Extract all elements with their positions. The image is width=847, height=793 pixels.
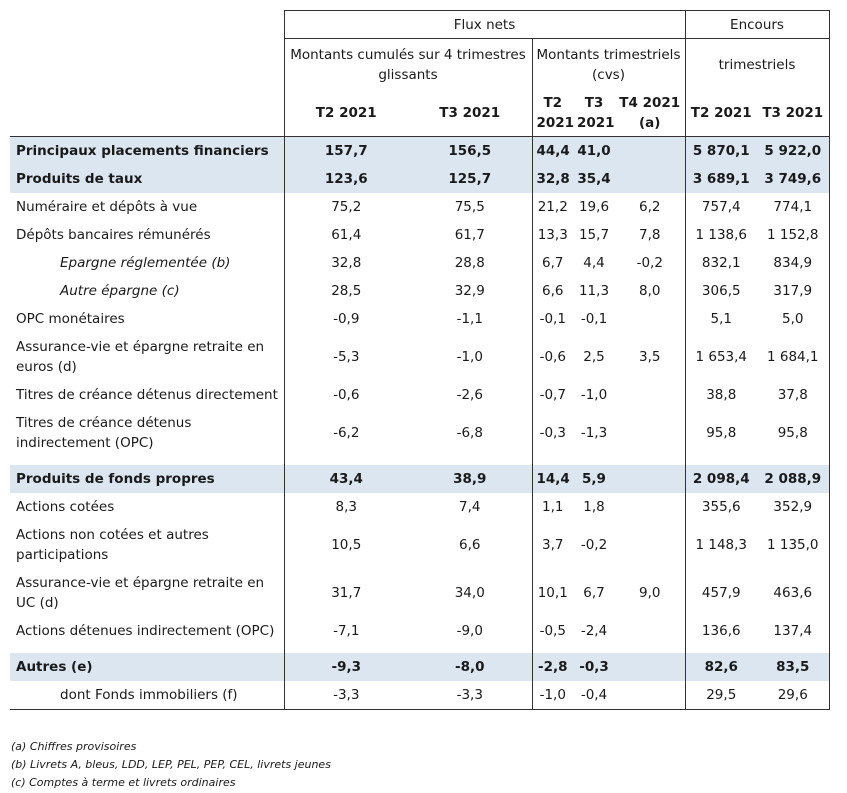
row-value: -9,3 [284,653,408,681]
row-value: 38,9 [408,465,532,493]
row-value: -1,0 [580,387,608,403]
row-value: 28,5 [284,277,408,305]
row-value: 7,4 [408,493,532,521]
row-value: 123,6 [284,165,408,193]
row-value: -0,7 [532,381,573,409]
row-label: Produits de fonds propres [10,465,284,493]
row-value: 95,8 [685,409,757,457]
row-value: -0,9 [284,305,408,333]
row-value: 29,5 [685,681,757,710]
row-value: 3 749,6 [757,165,829,193]
row-value: 8,0 [615,277,685,305]
col-header-trim-t4: T4 2021 (a) [615,91,685,137]
row-value: 2,5 [583,349,605,365]
spacer-row [10,457,829,465]
row-value: -0,5 [532,617,573,645]
financial-placements-table [10,10,830,710]
row-value: -2,8 [532,653,573,681]
row-value: 19,6 [578,199,610,215]
row-value: -1,1 [408,305,532,333]
row-value: 82,6 [685,653,757,681]
row-value: -1,0 [408,333,532,381]
row-value: 61,4 [284,221,408,249]
row-value: 6,6 [408,521,532,569]
row-value: 156,5 [408,137,532,166]
table-row [10,193,829,221]
row-value: 95,8 [757,409,829,457]
row-value [615,521,685,569]
row-value: 13,3 [532,221,573,249]
row-value: 355,6 [685,493,757,521]
row-value: -2,6 [408,381,532,409]
row-value: 757,4 [685,193,757,221]
row-value: 5 922,0 [757,137,829,166]
row-value: 6,7 [583,585,605,601]
row-label: Titres de créance détenus indirectement (OPC) [16,415,192,451]
footnote-b: (b) Livrets A, bleus, LDD, LEP, PEL, PEP, CEL, livrets jeunes [11,758,331,771]
row-value: 75,5 [408,193,532,221]
row-value: 44,4 [532,137,573,166]
row-value [615,465,685,493]
col-header-trim-t2: T2 2021 [532,91,573,137]
encours-header: Encours [685,11,829,39]
table-row [10,493,829,521]
row-value: 28,8 [408,249,532,277]
row-label: dont Fonds immobiliers (f) [10,681,284,710]
row-value [615,681,685,710]
row-value: 1,8 [583,499,605,515]
row-value: 1 653,4 [685,333,757,381]
row-value: 43,4 [284,465,408,493]
row-value: 137,4 [757,617,829,645]
row-value: 457,9 [685,569,757,617]
row-label: Titres de créance détenus directement [16,387,278,403]
table-body [10,137,829,710]
row-value: -3,3 [408,681,532,710]
row-value: -3,3 [284,681,408,710]
row-value: 1 135,0 [757,521,829,569]
spacer-row [10,645,829,653]
table-row [10,653,829,681]
row-value [615,165,685,193]
row-value [615,381,685,409]
row-value: -1,0 [532,681,573,710]
col-header-trim-t3: T3 2021 [577,95,615,132]
table-row [10,277,829,305]
row-value: 2 098,4 [685,465,757,493]
table-row [10,137,829,166]
row-value: 125,7 [408,165,532,193]
row-value [615,617,685,645]
row-label: Assurance-vie et épargne retraite en euros (d) [16,339,265,375]
row-value: -7,1 [284,617,408,645]
row-value [615,653,685,681]
table-row [10,165,829,193]
row-value: 15,7 [578,227,610,243]
table-row [10,381,829,409]
row-label: Actions détenues indirectement (OPC) [16,623,275,639]
row-label: OPC monétaires [16,311,125,327]
col-header-enc-t3: T3 2021 [757,91,829,137]
row-value: 157,7 [284,137,408,166]
row-label: Assurance-vie et épargne retraite en UC (d) [16,575,265,611]
row-value: -0,2 [580,537,608,553]
row-value: 5,9 [573,465,615,493]
row-value: 32,9 [408,277,532,305]
row-value: 41,0 [573,137,615,166]
row-value: -0,6 [284,381,408,409]
row-value: 2 088,9 [757,465,829,493]
row-value [615,493,685,521]
table-row [10,249,829,277]
row-value: 34,0 [408,569,532,617]
row-value: 1 138,6 [685,221,757,249]
row-value: -8,0 [408,653,532,681]
header-corner [10,11,284,39]
row-value: 1,1 [532,493,573,521]
table-row [10,465,829,493]
row-value: 4,4 [583,255,605,271]
row-value: 32,8 [284,249,408,277]
row-value: 7,8 [615,221,685,249]
row-value: 774,1 [757,193,829,221]
row-value: 1 152,8 [757,221,829,249]
table-row [10,333,829,381]
row-value: 31,7 [284,569,408,617]
row-value: -1,3 [580,425,608,441]
row-value: 5,1 [685,305,757,333]
row-value: 1 148,3 [685,521,757,569]
row-value: 1 684,1 [757,333,829,381]
table-row [10,409,829,457]
row-value: -0,2 [615,249,685,277]
row-value [615,137,685,166]
table-row [10,569,829,617]
cumules-header: Montants cumulés sur 4 trimestres glissants [284,39,532,91]
row-value: 306,5 [685,277,757,305]
financial-table-sheet [10,10,830,710]
table-row [10,681,829,710]
row-value: 61,7 [408,221,532,249]
row-value: 38,8 [685,381,757,409]
row-value: 75,2 [284,193,408,221]
footnote-a: (a) Chiffres provisoires [11,740,137,753]
row-value: -2,4 [580,623,608,639]
row-value [615,409,685,457]
row-value: 832,1 [685,249,757,277]
row-label: Principaux placements financiers [10,137,284,166]
footnotes [11,738,331,792]
row-value: 14,4 [532,465,573,493]
col-header-enc-t2: T2 2021 [685,91,757,137]
row-value: 35,4 [573,165,615,193]
row-value: 8,3 [284,493,408,521]
row-value: 37,8 [757,381,829,409]
row-value: 5 870,1 [685,137,757,166]
row-value: 136,6 [685,617,757,645]
row-value: -6,2 [284,409,408,457]
row-value: -0,3 [532,409,573,457]
row-value: 6,2 [615,193,685,221]
table-row [10,617,829,645]
row-value: 29,6 [757,681,829,710]
row-value: -6,8 [408,409,532,457]
row-value: -0,3 [573,653,615,681]
table-row [10,305,829,333]
row-value: 10,5 [284,521,408,569]
row-value: -5,3 [284,333,408,381]
row-value: -0,1 [532,305,573,333]
flux-nets-header: Flux nets [284,11,685,39]
row-label: Autres (e) [10,653,284,681]
row-value: -0,1 [580,311,608,327]
trimestriels-header: trimestriels [685,39,829,91]
footnote-c: (c) Comptes à terme et livrets ordinaires [11,776,236,789]
row-value: 11,3 [578,283,610,299]
col-header-cum-t3: T3 2021 [408,91,532,137]
row-value: 21,2 [532,193,573,221]
row-label: Dépôts bancaires rémunérés [16,227,211,243]
row-value: -0,6 [532,333,573,381]
row-value: 834,9 [757,249,829,277]
row-value: 352,9 [757,493,829,521]
row-value: 5,0 [757,305,829,333]
row-value: 317,9 [757,277,829,305]
col-header-cum-t2: T2 2021 [284,91,408,137]
table-row [10,521,829,569]
row-label: Epargne réglementée (b) [60,255,231,271]
row-label: Actions cotées [16,499,115,515]
row-label: Produits de taux [10,165,284,193]
row-value: 83,5 [757,653,829,681]
row-label: Autre épargne (c) [60,283,180,299]
row-value: 6,7 [532,249,573,277]
row-value: 463,6 [757,569,829,617]
table-row [10,221,829,249]
row-value: 32,8 [532,165,573,193]
row-value: 3,5 [615,333,685,381]
row-value [615,305,685,333]
row-value: 3 689,1 [685,165,757,193]
row-value: -9,0 [408,617,532,645]
row-value: 9,0 [615,569,685,617]
row-value: 3,7 [532,521,573,569]
trimestriels-cvs-header: Montants trimestriels (cvs) [532,39,685,91]
row-label: Numéraire et dépôts à vue [16,199,198,215]
row-label: Actions non cotées et autres participations [16,527,209,563]
row-value: 10,1 [532,569,573,617]
row-value: -0,4 [573,681,615,710]
row-value: 6,6 [532,277,573,305]
